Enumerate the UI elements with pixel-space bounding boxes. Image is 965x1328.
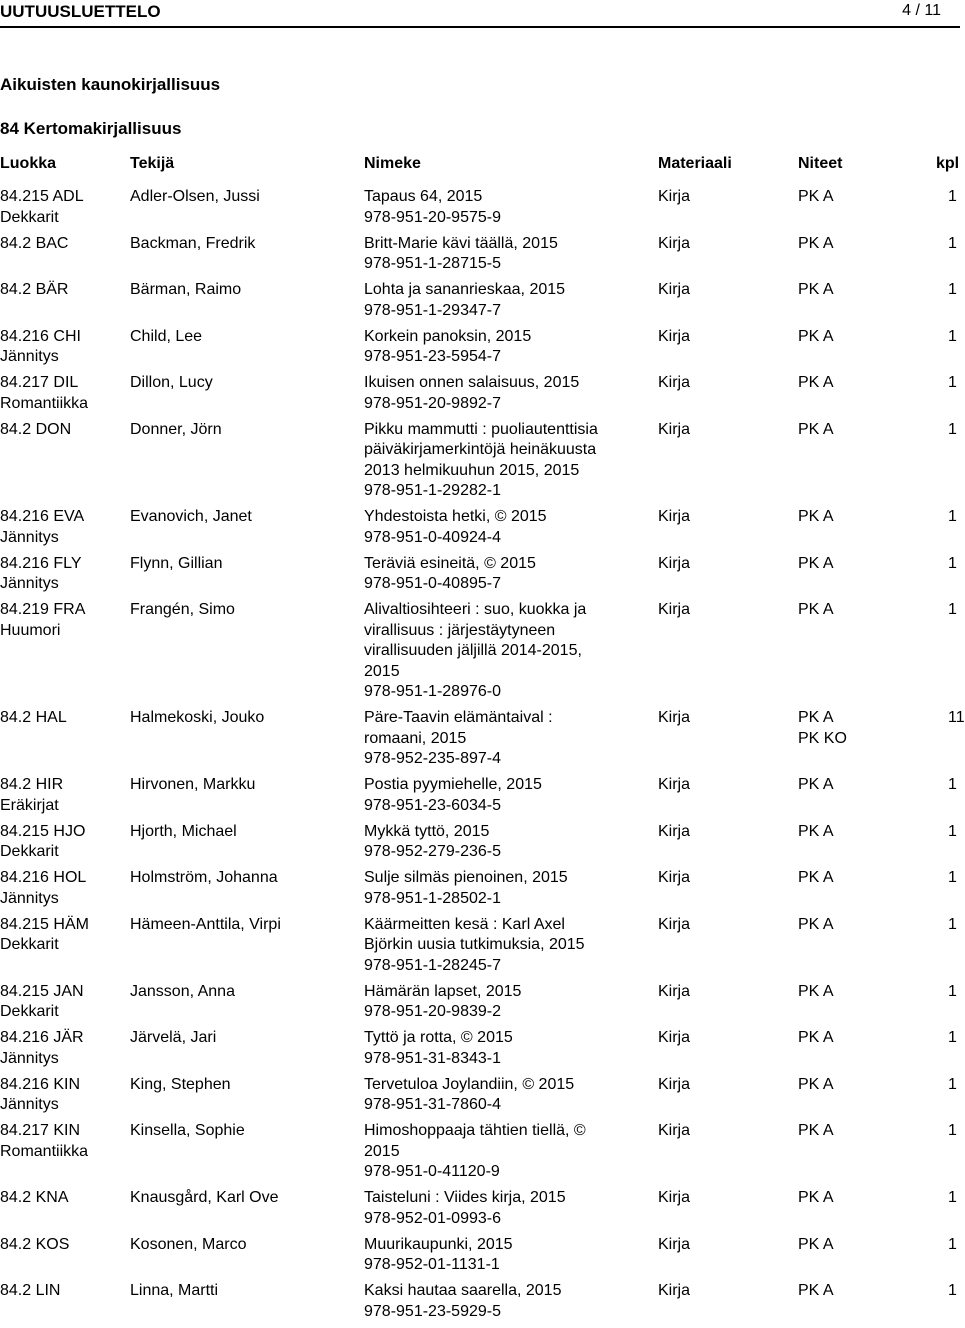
header-rule xyxy=(0,26,960,28)
copies-location-cell xyxy=(798,822,908,843)
location-code: PK A xyxy=(798,1029,834,1046)
location-code: PK A xyxy=(798,1189,834,1206)
title-line: Hämärän lapset, 2015 xyxy=(364,982,522,1000)
title-line: Postia pyymiehelle, 2015 xyxy=(364,776,542,793)
luokka-cell xyxy=(0,234,125,255)
luokka-cell xyxy=(0,775,125,816)
copies-location-cell xyxy=(798,280,908,301)
material-cell: Kirja xyxy=(658,374,691,391)
copies-location-cell xyxy=(798,775,908,796)
title-cell xyxy=(364,708,634,770)
table-row xyxy=(0,554,960,601)
title-cell xyxy=(364,1281,634,1322)
author-cell: Hirvonen, Markku xyxy=(130,776,256,793)
luokka-cell xyxy=(0,600,125,641)
copies-location-cell xyxy=(798,1121,908,1142)
copies-count-cell xyxy=(948,554,960,575)
location-code: PK A xyxy=(798,1282,834,1299)
material-cell: Kirja xyxy=(658,234,691,252)
location-code: PK A xyxy=(798,327,834,345)
material-cell: Kirja xyxy=(658,554,691,572)
luokka-cell xyxy=(0,1075,125,1116)
copies-location-cell xyxy=(798,1075,908,1096)
location-code: PK A xyxy=(798,1075,834,1093)
table-row xyxy=(0,1028,960,1075)
column-header-luokka: Luokka xyxy=(0,155,57,172)
genre-label: Dekkarit xyxy=(0,936,59,953)
title-line: virallisuus : järjestäytyneen xyxy=(364,621,556,639)
table-row xyxy=(0,600,960,708)
copies-count-cell xyxy=(948,1281,960,1302)
copies-count: 1 xyxy=(948,709,956,726)
copies-count: 1 xyxy=(948,554,957,572)
genre-label: Dekkarit xyxy=(0,208,59,226)
shelf-code: 84.215 HJO xyxy=(0,822,86,840)
material-cell: Kirja xyxy=(658,915,691,933)
title-line: Taisteluni : Viides kirja, 2015 xyxy=(364,1189,566,1206)
location-code: PK A xyxy=(798,915,834,933)
luokka-cell xyxy=(0,1235,125,1256)
catalog-list xyxy=(0,187,965,1328)
subsection-title: 84 Kertomakirjallisuus xyxy=(0,119,182,138)
location-code: PK A xyxy=(798,508,834,525)
shelf-code: 84.216 JÄR xyxy=(0,1029,84,1046)
copies-count: 1 xyxy=(948,1235,957,1253)
title-cell xyxy=(364,1121,634,1183)
title-line: Päre-Taavin elämäntaival : xyxy=(364,709,553,726)
location-code: PK A xyxy=(798,869,834,886)
table-row xyxy=(0,915,960,982)
location-code: PK A xyxy=(798,822,834,840)
author-cell: Kinsella, Sophie xyxy=(130,1122,245,1139)
copies-count: 1 xyxy=(948,776,957,793)
copies-location-cell xyxy=(798,234,908,255)
isbn: 978-951-1-28976-0 xyxy=(364,683,501,700)
table-row xyxy=(0,280,960,327)
copies-count: 1 xyxy=(948,234,957,252)
shelf-code: 84.216 FLY xyxy=(0,554,82,572)
author-cell: Flynn, Gillian xyxy=(130,554,223,572)
author-cell: Frangén, Simo xyxy=(130,601,235,618)
title-line: Sulje silmäs pienoinen, 2015 xyxy=(364,869,568,886)
shelf-code: 84.216 CHI xyxy=(0,327,81,345)
copies-count-cell xyxy=(948,327,960,348)
luokka-cell xyxy=(0,708,125,729)
copies-count-cell xyxy=(948,1075,960,1096)
shelf-code: 84.219 FRA xyxy=(0,601,86,618)
author-cell: Linna, Martti xyxy=(130,1282,219,1299)
genre-label: Eräkirjat xyxy=(0,796,59,814)
luokka-cell xyxy=(0,1188,125,1209)
copies-location-cell xyxy=(798,1188,908,1209)
copies-count-cell xyxy=(948,775,960,796)
luokka-cell xyxy=(0,1281,125,1302)
copies-count-cell xyxy=(948,507,960,528)
title-line: Tyttö ja rotta, © 2015 xyxy=(364,1029,513,1046)
author-cell: King, Stephen xyxy=(130,1075,231,1093)
document-title: UUTUUSLUETTELO xyxy=(0,2,161,21)
material-cell: Kirja xyxy=(658,982,691,1000)
material-cell: Kirja xyxy=(658,1189,691,1206)
shelf-code: 84.215 ADL xyxy=(0,188,84,205)
author-cell: Jansson, Anna xyxy=(130,982,235,1000)
copies-count: 1 xyxy=(948,508,957,525)
location-code: PK A xyxy=(798,1235,834,1253)
page-header xyxy=(0,0,960,26)
location-code: PK A xyxy=(798,776,834,793)
copies-count: 1 xyxy=(948,1122,957,1139)
copies-count: 1 xyxy=(955,709,965,726)
shelf-code: 84.217 KIN xyxy=(0,1122,81,1139)
table-row xyxy=(0,1281,960,1328)
title-line: romaani, 2015 xyxy=(364,729,467,747)
luokka-cell xyxy=(0,280,125,301)
location-code: PK A xyxy=(798,709,834,726)
copies-count-cell xyxy=(948,600,960,621)
location-code: PK A xyxy=(798,601,834,618)
isbn: 978-951-23-5954-7 xyxy=(364,348,501,365)
author-cell: Hjorth, Michael xyxy=(130,822,237,840)
copies-count: 1 xyxy=(948,915,957,933)
copies-count-cell xyxy=(948,234,960,255)
material-cell: Kirja xyxy=(658,1122,691,1139)
title-line: päiväkirjamerkintöjä heinäkuusta xyxy=(364,441,597,458)
material-cell: Kirja xyxy=(658,281,691,298)
table-row xyxy=(0,373,960,420)
location-code: PK A xyxy=(798,554,834,572)
material-cell: Kirja xyxy=(658,188,691,205)
title-cell xyxy=(364,600,634,703)
title-cell xyxy=(364,1075,634,1116)
luokka-cell xyxy=(0,373,125,414)
copies-count: 1 xyxy=(948,1075,957,1093)
copies-count-cell xyxy=(948,280,960,301)
isbn: 978-951-1-28715-5 xyxy=(364,255,501,272)
isbn: 978-951-0-40895-7 xyxy=(364,575,501,592)
copies-count-cell xyxy=(948,982,960,1003)
isbn: 978-951-23-6034-5 xyxy=(364,796,501,814)
genre-label: Huumori xyxy=(0,621,61,639)
title-line: 2015 xyxy=(364,662,400,680)
luokka-cell xyxy=(0,1028,125,1069)
copies-count-cell xyxy=(948,373,960,394)
author-cell: Halmekoski, Jouko xyxy=(130,709,265,726)
column-header-niteet: Niteet xyxy=(798,155,843,172)
material-cell: Kirja xyxy=(658,869,691,886)
genre-label: Jännitys xyxy=(0,348,59,365)
copies-count-cell xyxy=(948,1121,960,1142)
title-line: Britt-Marie kävi täällä, 2015 xyxy=(364,234,558,252)
luokka-cell xyxy=(0,1121,125,1162)
isbn: 978-952-01-0993-6 xyxy=(364,1209,501,1227)
isbn: 978-951-20-9892-7 xyxy=(364,394,501,412)
author-cell: Knausgård, Karl Ove xyxy=(130,1189,279,1206)
copies-count: 1 xyxy=(948,188,957,205)
isbn: 978-951-0-40924-4 xyxy=(364,528,501,546)
title-line: Mykkä tyttö, 2015 xyxy=(364,822,490,840)
isbn: 978-952-279-236-5 xyxy=(364,843,501,860)
table-row xyxy=(0,868,960,915)
material-cell: Kirja xyxy=(658,822,691,840)
table-row xyxy=(0,982,960,1029)
isbn: 978-952-01-1131-1 xyxy=(364,1256,500,1273)
isbn: 978-951-1-29347-7 xyxy=(364,301,501,319)
luokka-cell xyxy=(0,822,125,863)
title-cell xyxy=(364,868,634,909)
isbn: 978-951-0-41120-9 xyxy=(364,1163,500,1180)
copies-count: 1 xyxy=(948,327,957,345)
author-cell: Backman, Fredrik xyxy=(130,234,256,252)
title-cell xyxy=(364,507,634,548)
copies-location-cell xyxy=(798,420,908,441)
title-line: Muurikaupunki, 2015 xyxy=(364,1235,513,1253)
genre-label: Dekkarit xyxy=(0,843,59,860)
column-header-tekija: Tekijä xyxy=(130,155,175,172)
copies-count-cell xyxy=(948,1028,960,1049)
luokka-cell xyxy=(0,868,125,909)
luokka-cell xyxy=(0,327,125,368)
location-code: PK A xyxy=(798,1122,834,1139)
column-header-nimeke: Nimeke xyxy=(364,155,421,172)
location-code: PK A xyxy=(798,374,834,391)
author-cell: Bärman, Raimo xyxy=(130,281,242,298)
copies-count: 1 xyxy=(948,1282,957,1299)
genre-label: Romantiikka xyxy=(0,1142,89,1160)
title-cell xyxy=(364,327,634,368)
title-line: Tapaus 64, 2015 xyxy=(364,188,483,205)
title-line: 2015 xyxy=(364,1142,400,1160)
isbn: 978-951-23-5929-5 xyxy=(364,1302,501,1320)
isbn: 978-951-31-8343-1 xyxy=(364,1049,501,1067)
luokka-cell xyxy=(0,915,125,956)
copies-count: 1 xyxy=(948,822,957,840)
shelf-code: 84.216 HOL xyxy=(0,869,87,886)
title-line: Pikku mammutti : puoliautenttisia xyxy=(364,420,598,438)
location-code: PK A xyxy=(798,420,834,438)
shelf-code: 84.215 JAN xyxy=(0,982,84,1000)
author-cell: Holmström, Johanna xyxy=(130,869,278,886)
title-cell xyxy=(364,280,634,321)
table-row xyxy=(0,507,960,554)
author-cell: Donner, Jörn xyxy=(130,420,222,438)
shelf-code: 84.216 EVA xyxy=(0,508,85,525)
title-line: Käärmeitten kesä : Karl Axel xyxy=(364,915,565,933)
title-line: Korkein panoksin, 2015 xyxy=(364,327,532,345)
isbn: 978-952-235-897-4 xyxy=(364,750,501,767)
copies-count-cell xyxy=(948,1235,960,1256)
isbn: 978-951-20-9575-9 xyxy=(364,208,501,226)
title-cell xyxy=(364,1188,634,1229)
table-row xyxy=(0,234,960,281)
title-line: Himoshoppaaja tähtien tiellä, © xyxy=(364,1122,586,1139)
material-cell: Kirja xyxy=(658,1075,691,1093)
table-row xyxy=(0,822,960,869)
title-cell xyxy=(364,554,634,595)
section-title: Aikuisten kaunokirjallisuus xyxy=(0,75,221,94)
luokka-cell xyxy=(0,420,125,441)
genre-label: Jännitys xyxy=(0,1049,59,1067)
table-row xyxy=(0,187,960,234)
column-header-materiaali: Materiaali xyxy=(658,155,732,172)
title-cell xyxy=(364,822,634,863)
page-number: 4 / 11 xyxy=(902,2,941,19)
title-line: Tervetuloa Joylandiin, © 2015 xyxy=(364,1075,575,1093)
genre-label: Jännitys xyxy=(0,889,59,907)
copies-location-cell xyxy=(798,1235,908,1256)
author-cell: Adler-Olsen, Jussi xyxy=(130,188,260,205)
genre-label: Jännitys xyxy=(0,528,59,546)
copies-count: 1 xyxy=(948,420,957,438)
title-cell xyxy=(364,1028,634,1069)
genre-label: Jännitys xyxy=(0,1096,59,1113)
author-cell: Järvelä, Jari xyxy=(130,1029,217,1046)
author-cell: Hämeen-Anttila, Virpi xyxy=(130,915,281,933)
shelf-code: 84.2 KOS xyxy=(0,1235,70,1253)
title-line: Kaksi hautaa saarella, 2015 xyxy=(364,1282,562,1299)
table-row xyxy=(0,420,960,508)
title-line: Alivaltiosihteeri : suo, kuokka ja xyxy=(364,601,587,618)
material-cell: Kirja xyxy=(658,776,691,793)
author-cell: Evanovich, Janet xyxy=(130,508,252,525)
material-cell: Kirja xyxy=(658,327,691,345)
title-cell xyxy=(364,187,634,228)
copies-location-cell xyxy=(798,554,908,575)
genre-label: Romantiikka xyxy=(0,394,89,412)
table-row xyxy=(0,1188,960,1235)
luokka-cell xyxy=(0,982,125,1023)
isbn: 978-951-31-7860-4 xyxy=(364,1096,501,1113)
title-line: Ikuisen onnen salaisuus, 2015 xyxy=(364,374,580,391)
column-header-kpl: kpl xyxy=(936,155,960,172)
location-code: PK A xyxy=(798,982,834,1000)
shelf-code: 84.2 DON xyxy=(0,420,72,438)
copies-count-cell xyxy=(948,708,965,729)
author-cell: Dillon, Lucy xyxy=(130,374,213,391)
luokka-cell xyxy=(0,507,125,548)
location-code: PK KO xyxy=(798,729,847,747)
title-line: Björkin uusia tutkimuksia, 2015 xyxy=(364,936,585,953)
shelf-code: 84.215 HÄM xyxy=(0,915,89,933)
title-cell xyxy=(364,1235,634,1276)
shelf-code: 84.217 DIL xyxy=(0,374,79,391)
luokka-cell xyxy=(0,554,125,595)
table-row xyxy=(0,775,960,822)
copies-count-cell xyxy=(948,420,960,441)
table-row xyxy=(0,1121,960,1188)
table-row xyxy=(0,1075,960,1122)
material-cell: Kirja xyxy=(658,601,691,618)
copies-location-cell xyxy=(798,915,908,936)
title-line: Lohta ja sananrieskaa, 2015 xyxy=(364,281,566,298)
author-cell: Kosonen, Marco xyxy=(130,1235,247,1253)
copies-location-cell xyxy=(798,373,908,394)
copies-count: 1 xyxy=(948,281,957,298)
material-cell: Kirja xyxy=(658,1282,691,1299)
title-cell xyxy=(364,775,634,816)
title-cell xyxy=(364,420,634,502)
title-cell xyxy=(364,915,634,977)
copies-location-cell xyxy=(798,1028,908,1049)
material-cell: Kirja xyxy=(658,420,691,438)
copies-count-cell xyxy=(948,1188,960,1209)
copies-location-cell xyxy=(798,507,908,528)
shelf-code: 84.2 LIN xyxy=(0,1282,61,1299)
material-cell: Kirja xyxy=(658,709,691,726)
copies-count: 1 xyxy=(948,374,957,391)
title-cell xyxy=(364,234,634,275)
copies-count: 1 xyxy=(948,1029,957,1046)
copies-count: 1 xyxy=(948,1189,957,1206)
title-cell xyxy=(364,373,634,414)
table-row xyxy=(0,708,965,775)
title-line: 2013 helmikuuhun 2015, 2015 xyxy=(364,461,580,479)
author-cell: Child, Lee xyxy=(130,327,203,345)
location-code: PK A xyxy=(798,188,834,205)
shelf-code: 84.2 HIR xyxy=(0,776,64,793)
title-line: virallisuuden jäljillä 2014-2015, xyxy=(364,642,582,659)
copies-count-cell xyxy=(948,915,960,936)
shelf-code: 84.2 KNA xyxy=(0,1189,69,1206)
isbn: 978-951-1-29282-1 xyxy=(364,482,501,499)
copies-location-cell xyxy=(798,868,908,889)
material-cell: Kirja xyxy=(658,508,691,525)
isbn: 978-951-20-9839-2 xyxy=(364,1003,501,1020)
copies-count-cell xyxy=(948,187,960,208)
shelf-code: 84.2 BÄR xyxy=(0,281,69,298)
material-cell: Kirja xyxy=(658,1235,691,1253)
shelf-code: 84.216 KIN xyxy=(0,1075,81,1093)
table-row xyxy=(0,327,960,374)
title-line: Teräviä esineitä, © 2015 xyxy=(364,554,536,572)
title-cell xyxy=(364,982,634,1023)
location-code: PK A xyxy=(798,281,834,298)
copies-count: 1 xyxy=(948,869,957,886)
genre-label: Jännitys xyxy=(0,575,59,592)
copies-count: 1 xyxy=(948,982,957,1000)
copies-location-cell xyxy=(798,982,908,1003)
copies-count-cell xyxy=(948,868,960,889)
copies-count-cell xyxy=(948,822,960,843)
copies-location-cell xyxy=(798,708,908,749)
shelf-code: 84.2 BAC xyxy=(0,234,69,252)
title-line: Yhdestoista hetki, © 2015 xyxy=(364,508,547,525)
genre-label: Dekkarit xyxy=(0,1003,59,1020)
isbn: 978-951-1-28502-1 xyxy=(364,889,501,907)
shelf-code: 84.2 HAL xyxy=(0,709,67,726)
material-cell: Kirja xyxy=(658,1029,691,1046)
table-row xyxy=(0,1235,960,1282)
isbn: 978-951-1-28245-7 xyxy=(364,956,501,974)
copies-count: 1 xyxy=(948,601,957,618)
copies-location-cell xyxy=(798,187,908,208)
copies-location-cell xyxy=(798,1281,908,1302)
location-code: PK A xyxy=(798,234,834,252)
copies-location-cell xyxy=(798,600,908,621)
copies-location-cell xyxy=(798,327,908,348)
luokka-cell xyxy=(0,187,125,228)
